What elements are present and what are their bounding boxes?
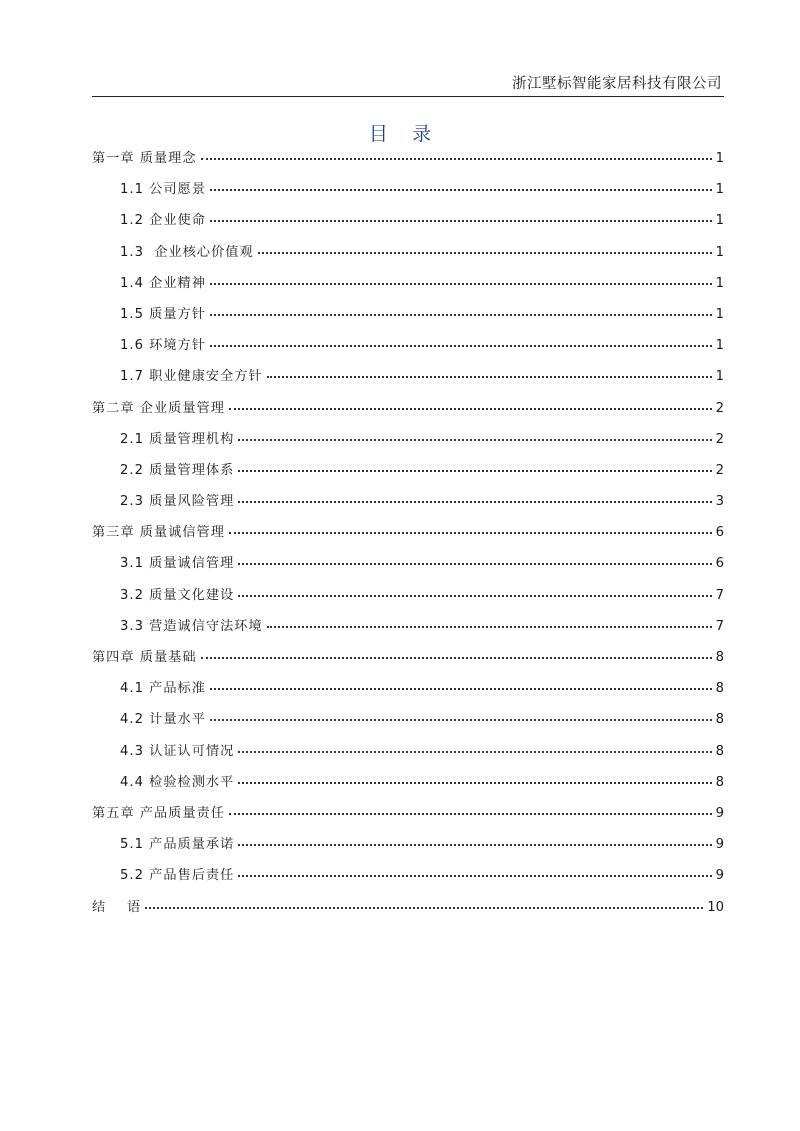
toc-entry-section[interactable] <box>92 736 724 767</box>
toc-entry-chapter[interactable] <box>92 798 724 829</box>
toc-entry-label: 2.3 质量风险管理 <box>120 494 235 510</box>
toc-dot-leader <box>210 300 712 316</box>
toc-entry-label: 5.1 产品质量承诺 <box>120 837 235 853</box>
toc-entry-section[interactable] <box>92 548 724 579</box>
page-header <box>92 68 724 97</box>
toc-entry-label: 1.1 公司愿景 <box>120 182 206 198</box>
toc-entry-section[interactable] <box>92 767 724 798</box>
toc-entry-chapter[interactable] <box>92 892 724 923</box>
toc-entry-page-number: 7 <box>715 587 724 603</box>
toc-dot-leader <box>238 487 711 503</box>
toc-entry-label: 第三章 质量诚信管理 <box>92 525 225 541</box>
toc-dot-leader <box>210 331 712 347</box>
toc-entry-label: 2.1 质量管理机构 <box>120 431 235 447</box>
toc-entry-section[interactable] <box>92 611 724 642</box>
toc-entry-label: 第二章 企业质量管理 <box>92 400 225 416</box>
toc-entry-section[interactable] <box>92 237 724 268</box>
toc-dot-leader <box>238 861 711 877</box>
toc-entry-page-number: 9 <box>715 837 724 853</box>
toc-entry-label: 第五章 产品质量责任 <box>92 805 225 821</box>
toc-dot-leader <box>201 643 712 659</box>
toc-dot-leader <box>229 799 712 815</box>
toc-entry-page-number: 8 <box>715 712 724 728</box>
toc-entry-label: 5.2 产品售后责任 <box>120 868 235 884</box>
toc-dot-leader <box>238 737 711 753</box>
toc-entry-page-number: 8 <box>715 650 724 665</box>
toc-dot-leader <box>229 518 712 534</box>
toc-entry-page-number: 6 <box>715 525 724 541</box>
toc-entry-page-number: 1 <box>715 151 724 166</box>
toc-entry-page-number: 1 <box>715 213 724 229</box>
toc-entry-label: 1.6 环境方针 <box>120 338 206 354</box>
toc-entry-section[interactable] <box>92 673 724 704</box>
toc-entry-label: 3.2 质量文化建设 <box>120 587 235 603</box>
toc-entry-page-number: 1 <box>715 182 724 198</box>
toc-entry-label: 1.5 质量方针 <box>120 306 206 322</box>
toc-dot-leader <box>238 425 711 441</box>
toc-entry-section[interactable] <box>92 361 724 392</box>
toc-entry-page-number: 1 <box>715 275 724 291</box>
toc-entry-page-number: 8 <box>715 681 724 697</box>
toc-dot-leader <box>210 674 712 690</box>
toc-dot-leader <box>210 206 712 222</box>
toc-dot-leader <box>238 768 711 784</box>
toc-entry-page-number: 9 <box>715 805 724 821</box>
toc-entry-page-number: 3 <box>715 494 724 510</box>
toc-entry-label: 1.4 企业精神 <box>120 275 206 291</box>
toc-entry-page-number: 1 <box>715 338 724 354</box>
toc-dot-leader <box>238 456 711 472</box>
toc-entry-label: 1.3 企业核心价值观 <box>120 244 254 260</box>
toc-dot-leader <box>238 549 711 565</box>
toc-entry-section[interactable] <box>92 704 724 735</box>
toc-entry-page-number: 1 <box>715 306 724 322</box>
toc-entry-section[interactable] <box>92 860 724 891</box>
toc-entry-page-number: 7 <box>715 618 724 634</box>
toc-dot-leader <box>145 893 703 909</box>
toc-entry-label: 第四章 质量基础 <box>92 650 197 665</box>
toc-entry-chapter[interactable] <box>92 393 724 424</box>
toc-entry-chapter[interactable] <box>92 143 724 174</box>
toc-entry-page-number: 2 <box>715 431 724 447</box>
toc-entry-section[interactable] <box>92 580 724 611</box>
toc-dot-leader <box>210 269 712 285</box>
toc-entry-page-number: 9 <box>715 868 724 884</box>
toc-entry-section[interactable] <box>92 205 724 236</box>
toc-dot-leader <box>238 830 711 846</box>
toc-entry-page-number: 2 <box>715 400 724 416</box>
toc-entry-label: 2.2 质量管理体系 <box>120 462 235 478</box>
toc-dot-leader <box>210 175 712 191</box>
toc-dot-leader <box>229 394 712 410</box>
toc-entry-page-number: 8 <box>715 743 724 759</box>
toc-entry-page-number: 1 <box>715 244 724 260</box>
toc-entry-label: 1.7 职业健康安全方针 <box>120 369 263 385</box>
toc-dot-leader <box>258 238 712 254</box>
toc-entry-section[interactable] <box>92 455 724 486</box>
toc-dot-leader <box>267 362 712 378</box>
toc-dot-leader <box>210 705 712 721</box>
toc-entry-chapter[interactable] <box>92 642 724 673</box>
toc-title: 目 录 <box>368 123 432 145</box>
toc-entry-page-number: 6 <box>715 556 724 572</box>
toc-entry-label: 结 语 <box>92 899 142 915</box>
toc-entry-label: 3.1 质量诚信管理 <box>120 556 235 572</box>
toc-entry-chapter[interactable] <box>92 517 724 548</box>
toc-entry-label: 第一章 质量理念 <box>92 151 197 166</box>
toc-entry-section[interactable] <box>92 829 724 860</box>
toc-entry-section[interactable] <box>92 330 724 361</box>
toc-entry-label: 4.3 认证认可情况 <box>120 743 235 759</box>
toc-entry-label: 4.2 计量水平 <box>120 712 206 728</box>
toc-dot-leader <box>238 581 711 597</box>
toc-entry-page-number: 10 <box>707 899 724 915</box>
toc-entry-label: 4.1 产品标准 <box>120 681 206 697</box>
toc-entry-section[interactable] <box>92 299 724 330</box>
toc-dot-leader <box>267 612 712 628</box>
toc-entry-section[interactable] <box>92 268 724 299</box>
toc-entry-label: 3.3 营造诚信守法环境 <box>120 618 263 634</box>
toc-entry-page-number: 2 <box>715 462 724 478</box>
toc-entry-label: 4.4 检验检测水平 <box>120 774 235 790</box>
toc-entry-page-number: 1 <box>715 369 724 385</box>
company-name: 浙江墅标智能家居科技有限公司 <box>512 76 722 92</box>
toc-entry-page-number: 8 <box>715 774 724 790</box>
toc-entry-section[interactable] <box>92 486 724 517</box>
table-of-contents <box>92 143 724 923</box>
toc-entry-label: 1.2 企业使命 <box>120 213 206 229</box>
toc-entry-section[interactable] <box>92 424 724 455</box>
toc-entry-section[interactable] <box>92 174 724 205</box>
toc-dot-leader <box>201 144 712 160</box>
